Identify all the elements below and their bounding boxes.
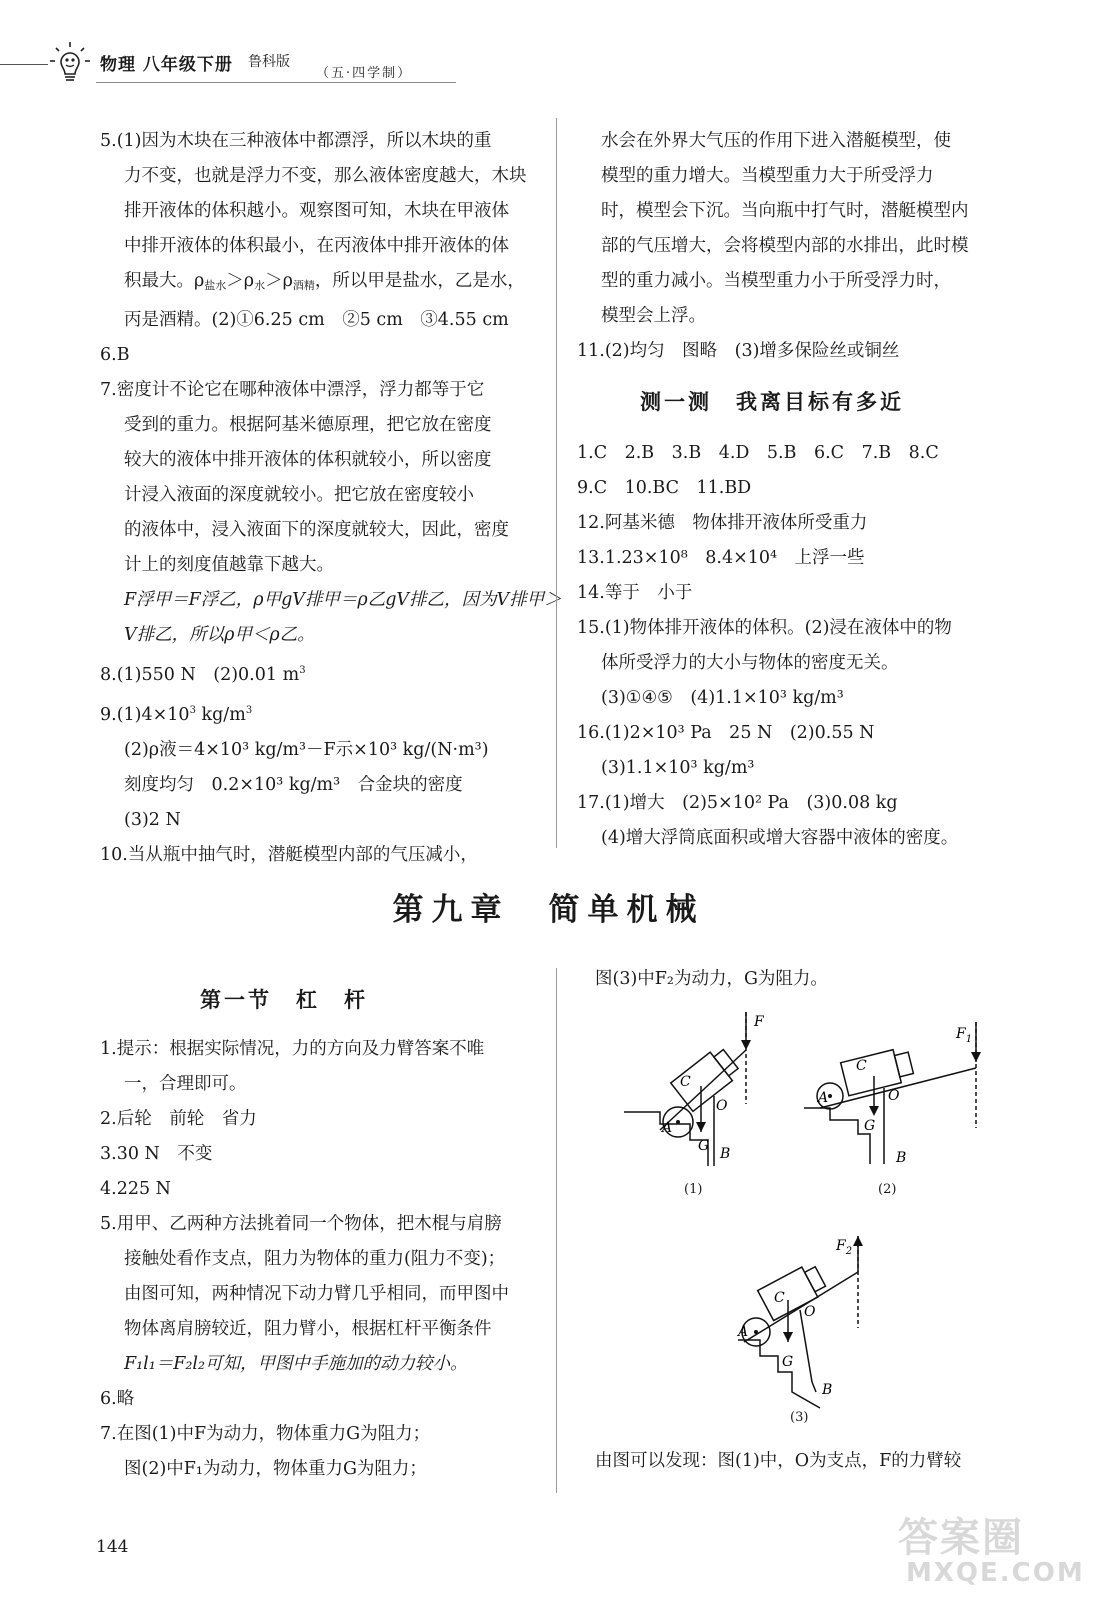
section-answer-7-line-3: 图(3)中F₂为动力，G为阻力。	[595, 969, 828, 989]
rho-subscript: 盐水	[204, 279, 227, 292]
lever-figure-3	[730, 1232, 880, 1412]
watermark-url: MXQE.COM	[906, 1558, 1085, 1588]
test-answer-15-line-1: 15.(1)物体排开液体的体积。(2)浸在液体中的物	[577, 618, 952, 638]
answer-text: ，所以甲是盐水，乙是水，	[314, 271, 525, 291]
header-edition: 鲁科版	[248, 54, 290, 70]
superscript: 3	[189, 705, 196, 716]
svg-text:C: C	[680, 1074, 691, 1090]
answer-text: 9.(1)4×10	[100, 705, 190, 725]
test-answer-16-line-1: 16.(1)2×10³ Pa 25 N (2)0.55 N	[577, 723, 875, 743]
answer-5-line-2: 力不变，也就是浮力不变，那么液体密度越大，木块	[124, 166, 527, 186]
svg-text:A: A	[662, 1120, 673, 1136]
answer-text: 8.(1)550 N (2)0.01 m	[100, 665, 300, 685]
svg-text:A: A	[738, 1324, 749, 1340]
section-answer-6: 6.略	[100, 1389, 135, 1409]
column-divider	[556, 118, 557, 848]
answer-5-line-1: 5.(1)因为木块在三种液体中都漂浮，所以木块的重	[100, 131, 492, 151]
answer-text: kg/m	[195, 705, 246, 725]
svg-text:B: B	[822, 1382, 833, 1398]
left-column-top	[100, 124, 562, 873]
section-answer-2: 2.后轮 前轮 省力	[100, 1109, 257, 1129]
rho-text: 积最大。ρ	[124, 271, 205, 291]
svg-text:G: G	[782, 1354, 794, 1370]
section-answer-1-line-2: 一，合理即可。	[124, 1074, 247, 1094]
answer-7-line-1: 7.密度计不论它在哪种液体中漂浮，浮力都等于它	[100, 380, 485, 400]
svg-text:O: O	[804, 1304, 816, 1320]
test-answer-15-line-3: (3)①④⑤ (4)1.1×10³ kg/m³	[601, 688, 844, 708]
svg-text:O: O	[888, 1088, 900, 1104]
test-answer-17-line-2: (4)增大浮筒底面积或增大容器中液体的密度。	[601, 828, 959, 848]
section-answer-1-line-1: 1.提示：根据实际情况，力的方向及力臂答案不唯	[100, 1039, 485, 1059]
header-system: （五·四学制）	[316, 66, 413, 81]
test-section-title: 测一测 我离目标有多近	[640, 390, 904, 414]
figure-1-caption: (1)	[684, 1182, 703, 1197]
answer-7-line-3: 较大的液体中排开液体的体积就较小，所以密度	[124, 450, 492, 470]
test-answer-12: 12.阿基米德 物体排开液体所受重力	[577, 513, 868, 533]
figure-2-caption: (2)	[878, 1182, 897, 1197]
answer-10-cont-3: 时，模型会下沉。当向瓶中打气时，潜艇模型内	[601, 201, 969, 221]
svg-text:A: A	[818, 1090, 829, 1106]
svg-text:G: G	[864, 1118, 876, 1134]
test-answer-16-line-2: (3)1.1×10³ kg/m³	[601, 758, 755, 778]
answer-10-cont-4: 部的气压增大，会将模型内部的水排出，此时模	[601, 236, 969, 256]
svg-text:O: O	[716, 1098, 728, 1114]
test-answers	[577, 436, 958, 856]
answer-6: 6.B	[100, 345, 130, 365]
superscript: 3	[299, 665, 306, 676]
answer-5-line-6: 丙是酒精。(2)①6.25 cm ②5 cm ③4.55 cm	[124, 310, 509, 330]
answer-10-cont-6: 模型会上浮。	[601, 306, 706, 326]
svg-text:G: G	[698, 1138, 710, 1154]
section-title: 第一节 杠 杆	[200, 988, 368, 1012]
rho-subscript: 酒精	[292, 279, 315, 292]
answer-10-cont-1: 水会在外界大气压的作用下进入潜艇模型，使	[601, 131, 951, 151]
column-divider-bottom	[556, 968, 557, 1493]
section-answer-4: 4.225 N	[100, 1179, 171, 1199]
answer-8	[100, 653, 562, 693]
svg-text:C: C	[856, 1058, 867, 1074]
header-rule-left	[0, 64, 48, 65]
section-answer-5-line-3: 由图可知，两种情况下动力臂几乎相同，而甲图中	[124, 1284, 509, 1304]
answer-9-line-1	[100, 693, 562, 733]
answer-7-line-2: 受到的重力。根据阿基米德原理，把它放在密度	[124, 415, 492, 435]
chapter-title: 第九章 简单机械	[392, 892, 705, 928]
test-answer-13: 13.1.23×10⁸ 8.4×10⁴ 上浮一些	[577, 548, 865, 568]
answer-7-formula-1: F浮甲＝F浮乙，ρ甲gV排甲＝ρ乙gV排乙，因为V排甲＞	[124, 590, 562, 610]
test-answer-15-line-2: 体所受浮力的大小与物体的密度无关。	[601, 653, 899, 673]
answer-7-line-6: 计上的刻度值越靠下越大。	[124, 555, 334, 575]
answer-7-line-5: 的液体中，浸入液面下的深度就较大，因此，密度	[124, 520, 509, 540]
section-answer-3: 3.30 N 不变	[100, 1144, 213, 1164]
svg-text:C: C	[774, 1290, 785, 1306]
header-rule-right	[96, 82, 456, 83]
answer-5-line-3: 排开液体的体积越小。观察图可知，木块在甲液体	[124, 201, 509, 221]
figure-3-caption: (3)	[790, 1410, 809, 1425]
right-column-bottom-end	[595, 1444, 961, 1479]
page-number: 144	[96, 1537, 129, 1557]
section-answer-7-line-1: 7.在图(1)中F为动力，物体重力G为阻力；	[100, 1424, 431, 1444]
rho-subscript: 水	[254, 279, 266, 292]
svg-text:F2: $F_2$	[836, 1238, 853, 1257]
section-answer-5-line-5: F₁l₁＝F₂l₂可知，甲图中手施加的动力较小。	[124, 1354, 468, 1374]
answer-7-line-4: 计浸入液面的深度就较小。把它放在密度较小	[124, 485, 474, 505]
lightbulb-icon	[48, 40, 92, 90]
svg-text:B: B	[896, 1150, 907, 1166]
answer-9-line-4: (3)2 N	[124, 810, 181, 830]
answer-11: 11.(2)均匀 图略 (3)增多保险丝或铜丝	[577, 341, 900, 361]
svg-text:F: F	[754, 1014, 764, 1030]
test-answer-17-line-1: 17.(1)增大 (2)5×10² Pa (3)0.08 kg	[577, 793, 898, 813]
lever-figure-2	[800, 1016, 1000, 1176]
test-answers-9-11: 9.C 10.BC 11.BD	[577, 478, 752, 498]
right-column-bottom-top	[595, 962, 828, 997]
answer-5-line-5	[100, 264, 562, 303]
rho-text: ＞ρ	[265, 271, 293, 291]
lever-figure-1	[620, 1008, 770, 1178]
answer-10: 10.当从瓶中抽气时，潜艇模型内部的气压减小，	[100, 845, 478, 865]
answer-9-line-2: (2)ρ液＝4×10³ kg/m³－F示×10³ kg/(N·m³)	[124, 740, 489, 760]
answer-7-formula-2: V排乙，所以ρ甲＜ρ乙。	[124, 625, 315, 645]
section-answer-7-line-2: 图(2)中F₁为动力，物体重力G为阻力；	[124, 1459, 427, 1479]
section-answer-5-line-1: 5.用甲、乙两种方法挑着同一个物体，把木棍与肩膀	[100, 1214, 502, 1234]
left-column-bottom	[100, 1032, 509, 1487]
section-answer-5-line-2: 接触处看作支点，阻力为物体的重力(阻力不变)；	[124, 1249, 506, 1269]
svg-text:B: B	[720, 1146, 731, 1162]
header-subject: 物理 八年级下册	[100, 55, 233, 75]
section-answer-5-line-4: 物体离肩膀较近，阻力臂小，根据杠杆平衡条件	[124, 1319, 492, 1339]
answer-5-line-4: 中排开液体的体积最小，在丙液体中排开液体的体	[124, 236, 509, 256]
page-header	[0, 38, 560, 98]
right-column-top	[577, 124, 969, 369]
answer-9-line-3: 刻度均匀 0.2×10³ kg/m³ 合金块的密度	[124, 775, 463, 795]
superscript: 3	[245, 705, 253, 716]
test-answer-14: 14.等于 小于	[577, 583, 693, 603]
rho-text: ＞ρ	[226, 271, 255, 291]
answer-10-cont-5: 型的重力减小。当模型重力小于所受浮力时，	[601, 271, 951, 291]
test-answers-1-8: 1.C 2.B 3.B 4.D 5.B 6.C 7.B 8.C	[577, 443, 939, 463]
answer-10-cont-2: 模型的重力增大。当模型重力大于所受浮力	[601, 166, 934, 186]
svg-text:F1: $F_1$	[956, 1026, 973, 1045]
watermark-logo: 答案圈	[898, 1515, 1024, 1561]
conclusion-line: 由图可以发现：图(1)中，O为支点，F的力臂较	[595, 1451, 962, 1471]
